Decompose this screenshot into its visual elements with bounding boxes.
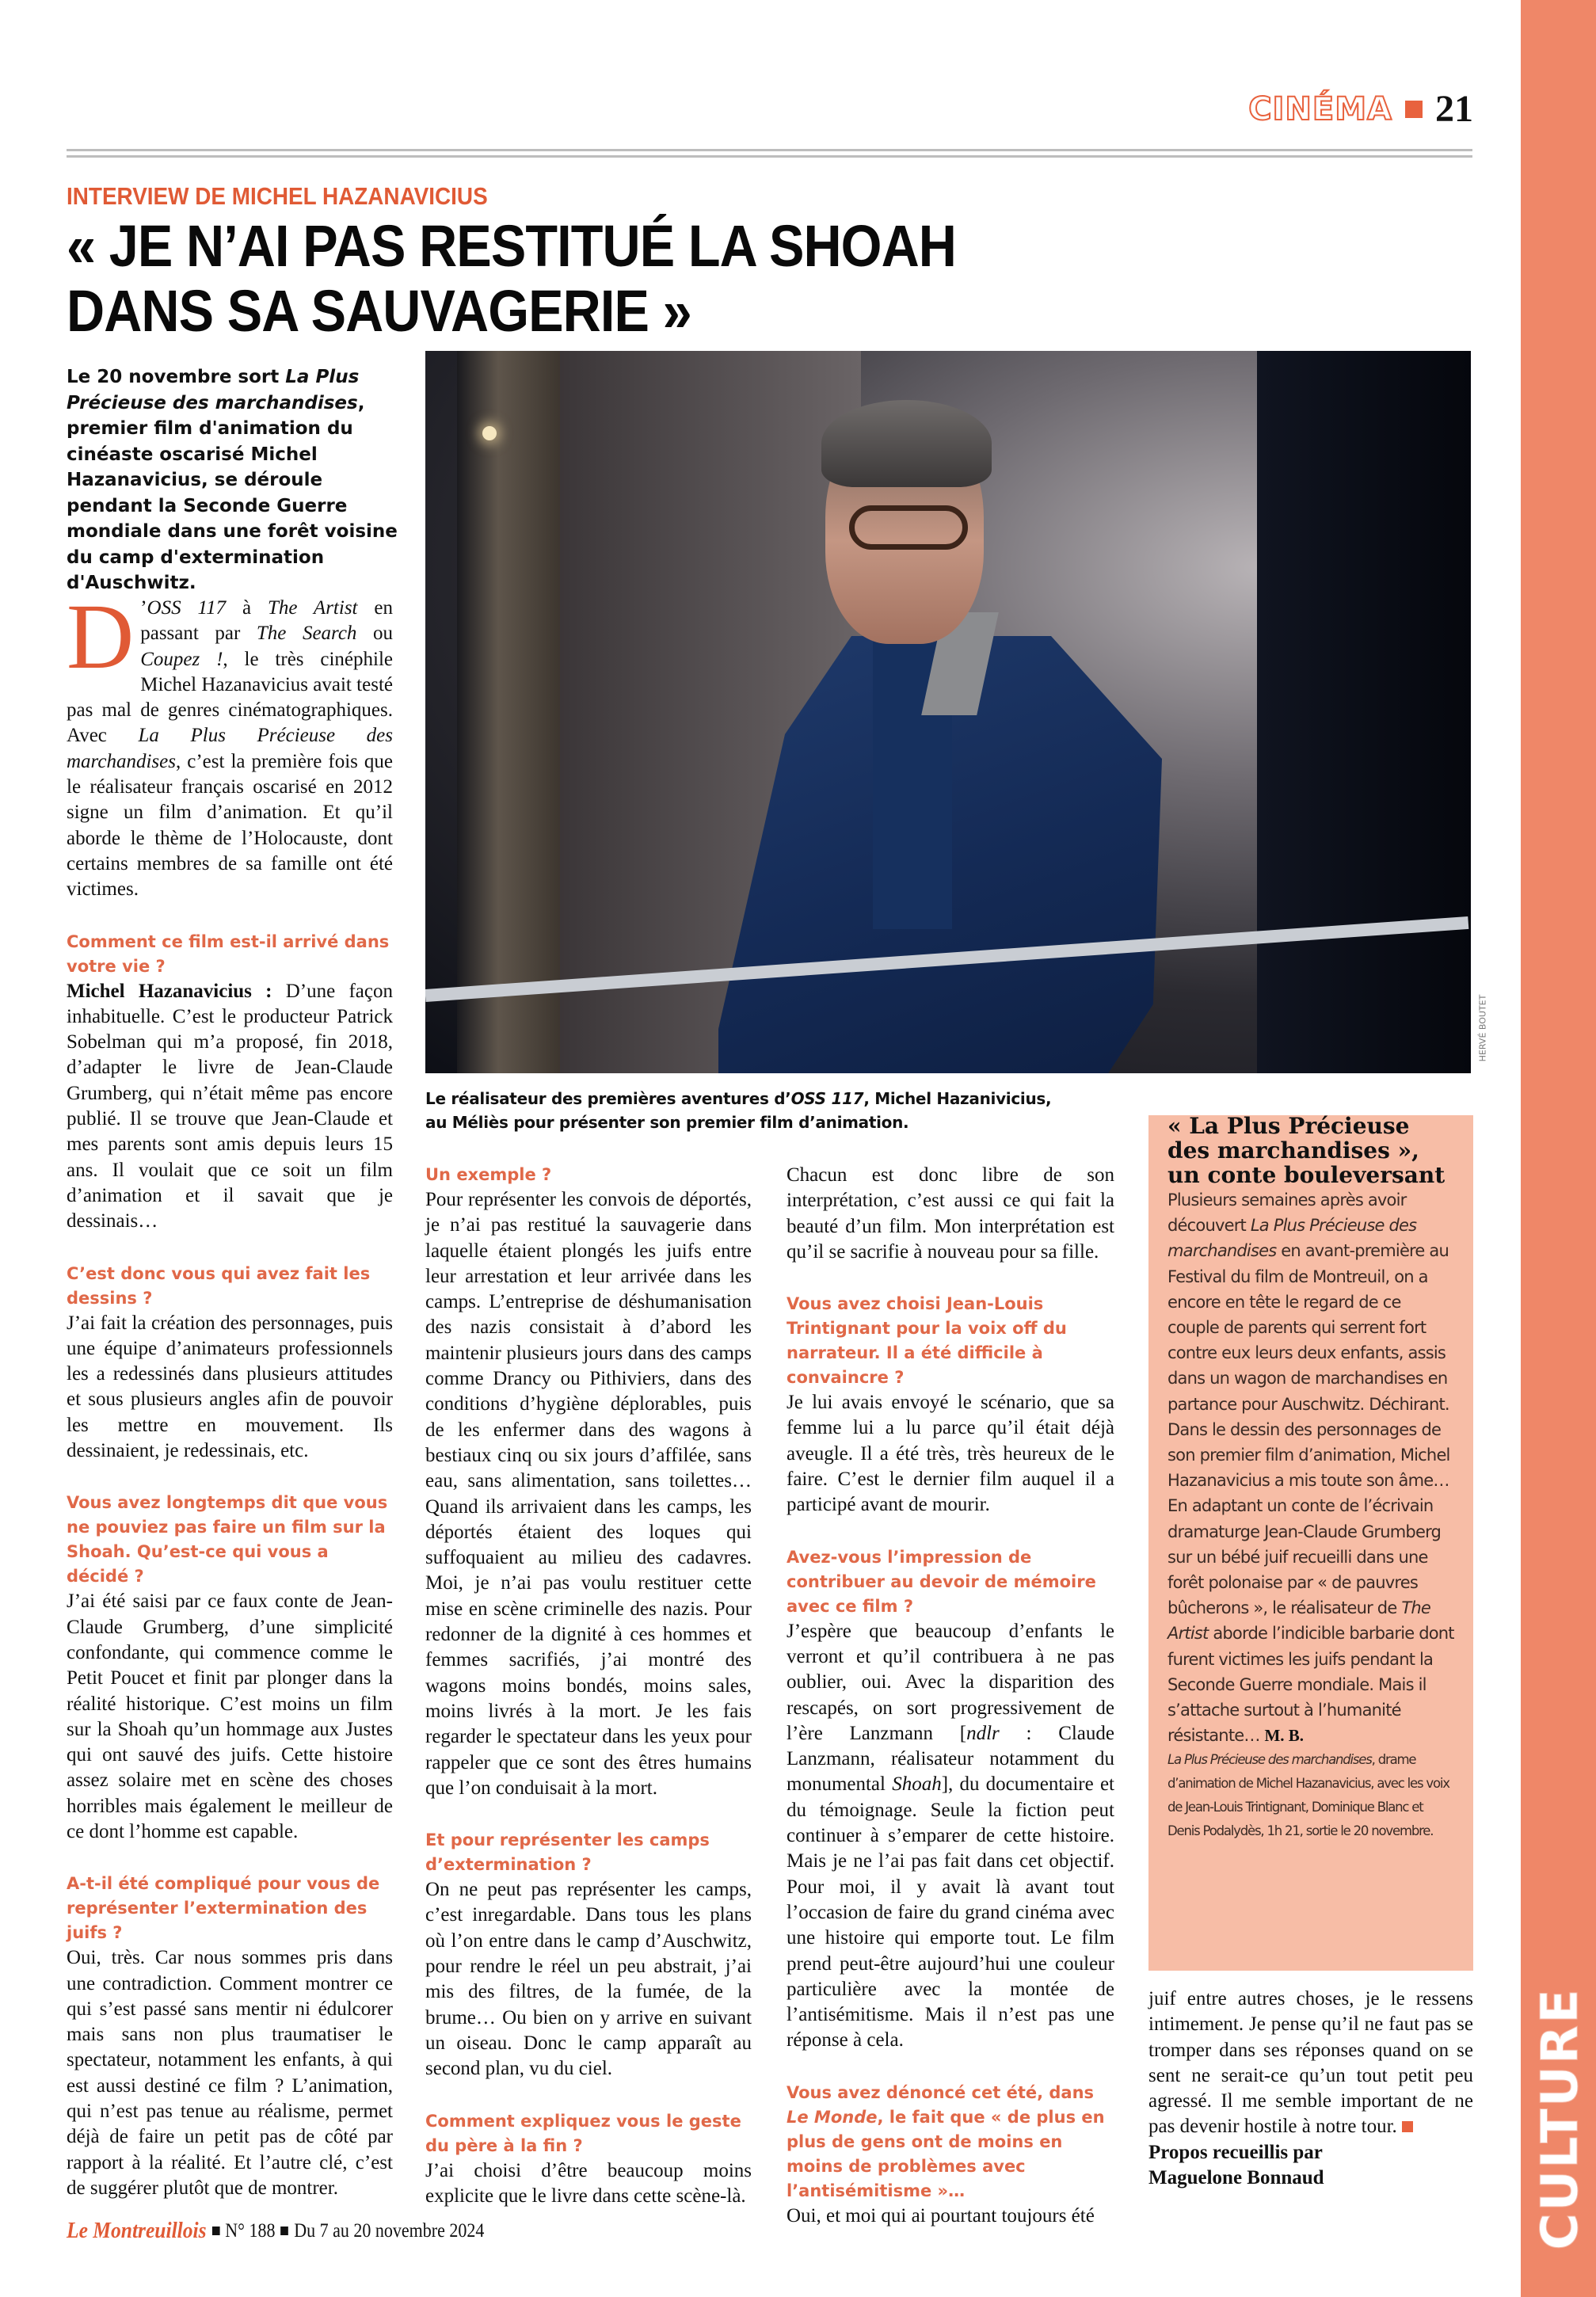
film-title: The Artist [268, 597, 358, 619]
answer-text: : Claude Lanzmann, réalisateur notamment du monumental [787, 1722, 1115, 1796]
issue-number: N° 188 [225, 2219, 276, 2242]
sidebar-body [1167, 1187, 1454, 1493]
interview-answer [1148, 1987, 1473, 2140]
portrait-photo [425, 351, 1471, 1073]
article-column-1 [67, 585, 393, 2201]
intro-text: en passant par [140, 597, 393, 645]
film-title: Coupez ! [140, 648, 223, 670]
interview-question: Comment ce film est-il arrivé dans votre vie ? [67, 931, 390, 976]
newspaper-title: Le Monde [787, 2107, 878, 2127]
square-bullet-icon [281, 2227, 289, 2235]
film-title: The Search [256, 623, 357, 645]
section-band [1521, 0, 1596, 2297]
interview-question: Comment expliquez vous le geste du père à la fin ? [425, 2111, 741, 2155]
section-band-text: CULTURE [1531, 1987, 1590, 2250]
photo-glasses [849, 505, 968, 550]
film-info-text: , drame d’animation de Michel Hazanavicius, avec les voix de Jean-Louis Trintignant, Dominique Blanc et Denis Podalydès, 1h 21, sortie le 20 novembre. [1167, 1752, 1449, 1839]
interview-answer: Oui, et moi qui ai pourtant toujours été [787, 2204, 1095, 2227]
film-title: La Plus Précieuse des marchandises [67, 367, 360, 413]
interview-question: Et pour représenter les camps d’extermination ? [425, 1830, 710, 1875]
photo-credit-text: HERVÉ BOUTET [1477, 994, 1488, 1061]
intro-text: à [226, 597, 268, 619]
answer-text: J’espère que beaucoup d’enfants le verront et qu’il contribuera à ne pas oublier, oui. Avec la disparition des rescapés, on sort progressivement de l’ère Lanzmann [ [787, 1620, 1114, 1744]
interview-question: A-t-il été compliqué pour vous de représenter l’extermination des juifs ? [67, 1874, 380, 1943]
headline-line: DANS SA SAUVAGERIE » [67, 278, 691, 344]
interview-answer: J’ai fait la création des personnages, puis une équipe d’animateurs professionnels les a redessinés dans plusieurs attitudes et sous plusieurs angles afin de pouvoir les mettre en mouvement. Ils dessinaient, je redessinais, etc. [67, 1312, 393, 1462]
page-header [1248, 87, 1473, 131]
film-title: La Plus Précieuse des marchandises [67, 725, 393, 772]
answer-text: juif entre autres choses, je le ressens intimement. Je pense qu’il ne faut pas se tromper dans ses réponses quand on se sent ne serait-ce qu’un tout petit peu agressé. Il me semble important de ne pas devenir hostile à notre tour. [1148, 1988, 1473, 2138]
film-title: La Plus Précieuse des marchandises [1167, 1216, 1417, 1261]
article-column-4 [1148, 1987, 1473, 2191]
film-title: OSS 117 [147, 597, 227, 619]
intro-paragraph [67, 585, 393, 903]
question-text: , le fait que « de plus en plus de gens ont de moins en moins de problèmes avec l’antisémitisme »… [787, 2107, 1105, 2200]
header-rule [67, 155, 1472, 158]
interview-question: Avez-vous l’impression de contribuer au devoir de mémoire avec ce film ? [787, 1547, 1096, 1616]
photo-pillar [457, 351, 560, 1073]
caption-line: au Méliès pour présenter son premier film d’animation. [425, 1113, 909, 1132]
interview-answer [67, 979, 393, 1235]
interview-answer: Pour représenter les convois de déportés, je n’ai pas restitué la sauvagerie dans laquelle étaient plongés les juifs entre leur arrestation et leur arrivée dans les camps. L’entreprise de déshumanisation des nazis consistait à d’abord les maintenir plusieurs jours dans des camps comme Drancy ou Pithiviers, dans des conditions d’hygiène déplorables, puis de les enfermer dans des wagons à bestiaux cinq ou six jours d’affilée, sans eau, sans alimentation, sans toilettes… Quand ils arrivaient dans les camps, les déportés étaient des loques qui suffoquaient au milieu des cadavres. Moi, je n’ai pas voulu restituer cette mise en scène criminelle des nazis. Pour redonner de la dignité à ces hommes et femmes sacrifiés, j’ai montré des wagons moins bondés, moins sales, moins livrés à la mort. Je les fais regarder le spectateur dans les yeux pour rappeler que ce sont des êtres humains que l’on conduisait à la mort. [425, 1189, 752, 1799]
end-mark-icon [1402, 2121, 1413, 2132]
interview-question: Un exemple ? [425, 1165, 552, 1184]
article-chapeau [67, 364, 399, 596]
intro-text: ou [356, 623, 393, 645]
answer-text: ], du documentaire et du témoignage. Seule la fiction peut continuer à s’emparer de cette histoire. Mais je ne l’ai pas fait dans cet objectif. Pour moi, il y avait là avant tout l’occasion de faire du grand cinéma avec une histoire qui emporte tout. Le film prend peut-être aujourd’hui une couleur particulière avec la montée de l’antisémitisme. Mais il n’est pas une réponse à cela. [787, 1773, 1114, 2051]
interview-answer: Oui, très. Car nous sommes pris dans une contradiction. Comment montrer ce qui s’est passé sans mentir ni édulcorer mais sans non plus traumatiser le spectateur, notamment les enfants, à qui est aussi destiné ce film ? L’animation, qui n’est pas tenue au réalisme, permet déjà de faire un petit pas de côté par rapport à la réalité. Et l’autre clé, c’est de suggérer plutôt que de montrer. [67, 1947, 393, 2199]
publication-name: Le Montreuillois [67, 2218, 207, 2243]
film-title: Shoah [892, 1773, 942, 1796]
header-rule [67, 149, 1472, 151]
credit-text: Propos recueillis par [1148, 2141, 1323, 2163]
caption-text: , Michel Hazanivicius, [863, 1089, 1052, 1108]
interview-answer [787, 1619, 1114, 2054]
page-number: 21 [1435, 88, 1473, 130]
interview-answer: Je lui avais envoyé le scénario, que sa femme lui a lu parce qu’il était déjà aveugle. Il a été très, très heureux de le faire. C’est le dernier film auquel il a participé avant de mourir. [787, 1392, 1114, 1516]
film-title: OSS 117 [790, 1089, 864, 1108]
interview-question: Vous avez choisi Jean-Louis Trintignant pour la voix off du narrateur. Il a été difficile à convaincre ? [787, 1294, 1067, 1388]
answer-text: D’une façon inhabituelle. C’est le producteur Patrick Sobelman qui m’a proposé, fin 2018, d’adapter le livre de Jean-Claude Grumberg, qui n’était même pas encore publié. Il se trouve que Jean-Claude et mes parents sont amis depuis leurs 15 ans. Il voulait que ce soit un film d’animation et il savait que je dessinais… [67, 980, 393, 1232]
interview-question [787, 2081, 1114, 2204]
sidebar-body [1167, 1493, 1454, 1748]
article-kicker: INTERVIEW DE MICHEL HAZANAVICIUS [67, 182, 488, 210]
rubric-title: CINÉMA [1248, 90, 1392, 128]
square-bullet-icon [1405, 101, 1423, 118]
caption-text: Le réalisateur des premières aventures d’ [425, 1089, 791, 1108]
intro-text: ’ [140, 597, 147, 619]
sidebar-text: Plusieurs semaines après avoir découvert [1167, 1190, 1407, 1236]
chapeau-text: Le 20 novembre sort [67, 367, 286, 387]
intro-text: , le très cinéphile Michel Hazanavicius avait testé pas mal de genres cinématographiques. Avec [67, 648, 393, 747]
section-band-label [1529, 1987, 1592, 2250]
article-column-2 [425, 1163, 752, 2209]
headline-line: « JE N’AI PAS RESTITUÉ LA SHOAH [67, 213, 956, 279]
author-name: Maguelone Bonnaud [1148, 2167, 1324, 2189]
speaker-name: Michel Hazanavicius : [67, 980, 286, 1002]
sidebar-title: « La Plus Précieuse des marchandises », un conte bouleversant [1167, 1113, 1446, 1188]
sidebar-review-box [1148, 1115, 1473, 1971]
photo-credit [1475, 982, 1491, 1073]
film-info [1167, 1748, 1454, 1843]
interview-answer: Chacun est donc libre de son interprétation, c’est aussi ce qui fait la beauté d’un film. Mon interprétation est qu’il se sacrifie à nouveau pour sa fille. [787, 1164, 1114, 1263]
square-bullet-icon [212, 2227, 220, 2235]
chapeau-text: , premier film d'animation du cinéaste oscarisé Michel Hazanavicius, se déroule pendant la Seconde Guerre mondiale dans une forêt voisine du camp d'extermination d'Auschwitz. [67, 392, 398, 593]
interview-question: C’est donc vous qui avez fait les dessins ? [67, 1263, 371, 1308]
issue-dates: Du 7 au 20 novembre 2024 [294, 2219, 485, 2242]
film-title: La Plus Précieuse des marchandises [1167, 1752, 1372, 1768]
interview-question: Vous avez longtemps dit que vous ne pouviez pas faire un film sur la Shoah. Qu’est-ce qui vous a décidé ? [67, 1493, 388, 1587]
page-footer [67, 2218, 484, 2244]
photo-hair [821, 400, 992, 487]
photo-background [1257, 351, 1471, 1073]
sidebar-text: En adaptant un conte de l’écrivain dramaturge Jean-Claude Grumberg sur un bébé juif recueilli dans une forêt polonaise par « de pauvres bûcherons », le réalisateur de [1167, 1496, 1442, 1618]
sidebar-text: aborde l’indicible barbarie dont furent victimes les juifs pendant la Seconde Guerre mondiale. Mais il s’attache surtout à l’humanité résistante… [1167, 1624, 1454, 1746]
sidebar-signature: M. B. [1264, 1726, 1305, 1746]
intro-text: , c’est la première fois que le réalisateur français oscarisé en 2012 signe un film d’animation. Et qu’il aborde le thème de l’Holocauste, dont certains membres de sa famille ont été victimes. [67, 750, 393, 901]
drop-cap: D [67, 585, 135, 688]
editor-note: ndlr [966, 1722, 1000, 1744]
lamp-icon [482, 426, 497, 440]
sidebar-text: en avant-première au Festival du film de Montreuil, on a encore en tête le regard de ce couple de parents qui serrent fort contre eux leurs deux enfants, assis dans un wagon de marchandises en partance pour Auschwitz. Déchirant. Dans le dessin des personnages de son premier film d’animation, Michel Hazanavicius a mis toute son âme… [1167, 1241, 1450, 1491]
interview-answer: J’ai choisi d’être beaucoup moins explicite que le livre dans cette scène-là. [425, 2159, 752, 2207]
film-title: The Artist [1167, 1598, 1430, 1644]
photo-caption [425, 1087, 1217, 1134]
interview-answer: On ne peut pas représenter les camps, c’est inregardable. Dans tous les plans où l’on entre dans le camp d’Auschwitz, pour rendre le réel un peu abstrait, j’ai mis des filtres, de la fumée, de la brume… Ou bien on y arrive en suivant un oiseau. Donc le camp apparaît au second plan, vu du ciel. [425, 1879, 752, 2080]
article-headline [67, 214, 1065, 344]
interview-answer: J’ai été saisi par ce faux conte de Jean-Claude Grumberg, d’une simplicité confondante, qui commence comme le Petit Poucet et finit par plonger dans la réalité historique. C’est moins un film sur la Shoah qu’un hommage aux Justes qui ont sauvé des juifs. Cette histoire assez solaire met en scène des choses horribles mais également le meilleur de ce dont l’homme est capable. [67, 1590, 393, 1842]
caption-line [425, 1087, 1217, 1110]
article-column-3 [787, 1163, 1114, 2229]
author-credit [1148, 2140, 1473, 2192]
question-text: Vous avez dénoncé cet été, dans [787, 2082, 1095, 2102]
